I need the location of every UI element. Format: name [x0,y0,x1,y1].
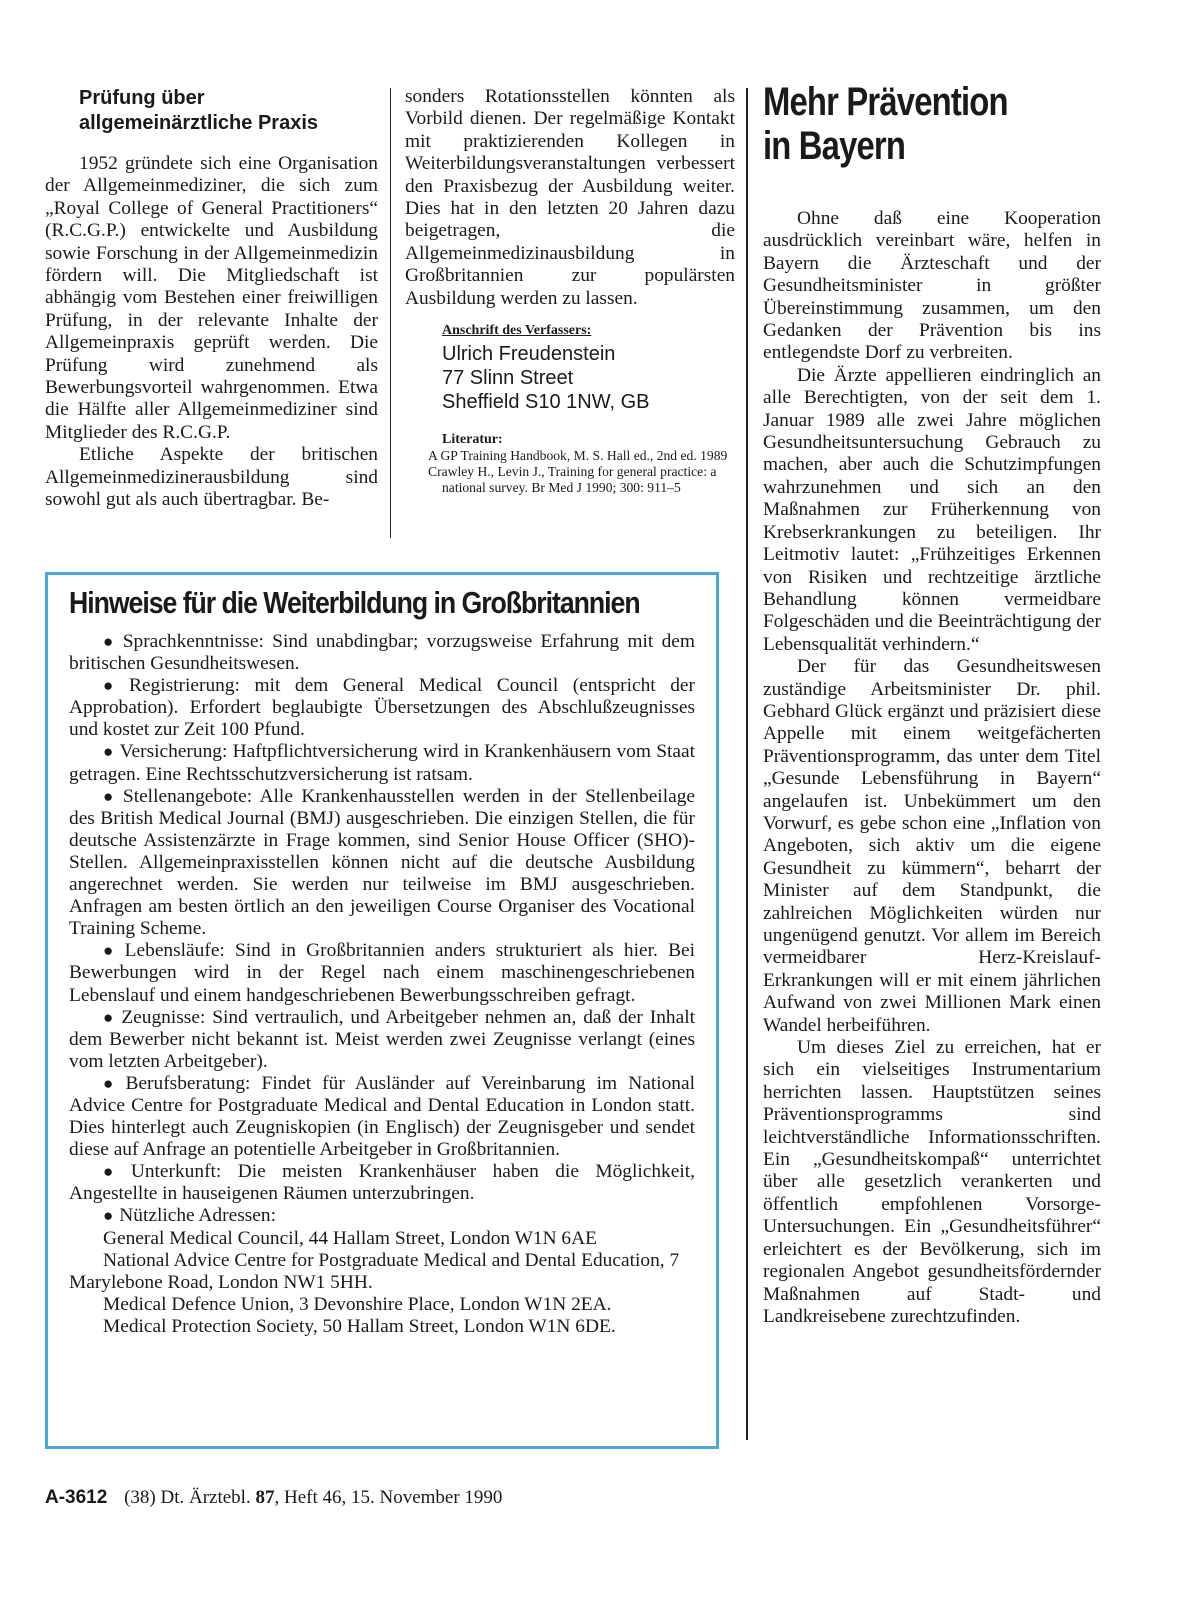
column-rule-right [746,88,748,1440]
citation-prefix: (38) Dt. Ärztebl. [124,1487,251,1508]
address-line-2: 77 Slinn Street [442,367,574,390]
bullet-icon: ● [103,676,123,696]
bullet-icon: ● [103,632,117,651]
column-rule-left [390,88,391,538]
literature-item-1: A GP Training Handbook, M. S. Hall ed., 2nd ed. 1989 [428,448,728,464]
left-heading-line2: allgemeinärztliche Praxis [79,112,319,134]
bullet-icon: ● [103,1162,125,1182]
middle-paragraph: sonders Rotationsstellen könnten als Vorbild dienen. Der regelmäßige Kontakt mit praktizierenden Kollegen in Weiterbildungsveranstaltungen verbessert den Praxisbezug der Ausbildung weiter. Dies hat in den letzten 20 Jahren dazu beigetragen, die Allgemeinmedizinausbildung in Großbritannien zur populärsten Ausbildung werden zu lassen. [405,86,735,309]
right-column [763,80,1101,1328]
left-paragraph-2: Etliche Aspekte der britischen Allgemeinmedizinerausbildung sind sowohl gut als auch übertragbar. Be- [45,444,378,511]
box-address-mps: Medical Protection Society, 50 Hallam Street, London W1N 6DE. [103,1315,616,1337]
box-item-adressen: ● Nützliche Adressen: [103,1205,276,1227]
info-box-title: Hinweise für die Weiterbildung in Großbritannien [69,585,640,620]
citation-suffix: , Heft 46, 15. November 1990 [274,1487,503,1508]
bullet-icon: ● [103,786,117,806]
left-column [45,86,378,512]
literature-list [405,448,735,496]
left-paragraph-1: 1952 gründete sich eine Organisation der Allgemeinmediziner, die sich zum „Royal College of General Practitioners“ (R.C.G.P.) entwickelte und Ausbildung sowie Forschung in der Allgemeinmedizin fördern will. Die Mitgliedschaft ist abhängig vom Bestehen einer freiwilligen Prüfung, in der relevante Inhalte der Allgemeinpraxis geprüft werden. Die Prüfung wird zunehmend als Bewerbungsvorteil wahrgenommen. Etwa die Hälfte aller Allgemeinmediziner sind Mitglieder des R.C.G.P. [45,153,378,443]
bullet-icon: ● [103,941,119,961]
author-address [405,323,735,448]
info-box-inner [69,585,695,1338]
right-paragraph-1: Ohne daß eine Kooperation ausdrücklich vereinbart wäre, helfen in Bayern die Ärzteschaft und der Gesundheitsminister in größter Übereinstimmung zusammen, um den Gedanken der Prävention bis ins entlegendste Dorf zu verbreiten. [763,208,1101,364]
box-item-unterkunft: ● Unterkunft: Die meisten Krankenhäuser haben die Möglichkeit, Angestellte in hauseigenen Räumen unterzubringen. [69,1161,695,1205]
middle-column [405,86,735,496]
right-title-line2: in Bayern [763,124,906,168]
box-item-lebenslaeufe: ● Lebensläufe: Sind in Großbritannien anders strukturiert als hier. Bei Bewerbungen wird in der Regel nach einem maschinengeschriebenen Lebenslauf und einem handgeschriebenen Bewerbungsschreiben gefragt. [69,940,695,1006]
right-title-line1: Mehr Prävention [763,80,1008,124]
address-line-1: Ulrich Freudenstein [442,343,616,366]
literature-label: Literatur: [442,432,503,448]
box-item-registrierung: ● Registrierung: mit dem General Medical Council (entspricht der Approbation). Erfordert beglaubigte Übersetzungen des Abschlußzeugnisses und kostet zur Zeit 100 Pfund. [69,675,695,741]
right-paragraph-3: Der für das Gesundheitswesen zuständige Arbeitsminister Dr. phil. Gebhard Glück ergänzt und präzisiert diese Appelle mit einem weitgefächerten Präventionsprogramm, das unter dem Titel „Gesunde Lebensführung in Bayern“ angelaufen ist. Unbekümmert um den Vorwurf, es gebe schon eine „Inflation von Angeboten, sich aktiv um die eigene Gesundheit zu kümmern“, beharrt der Minister auf dem Standpunkt, die zahlreichen Möglichkeiten würden nur ungenügend genutzt. Vor allem im Bereich vermeidbarer Herz-Kreislauf-Erkrankungen will er mit einem jährlichen Aufwand von zwei Millionen Mark einen Wandel herbeiführen. [763,656,1101,1036]
box-item-versicherung: ● Versicherung: Haftpflichtversicherung wird in Krankenhäusern vom Staat getragen. Eine Rechtsschutzversicherung ist ratsam. [69,741,695,785]
box-item-stellenangebote: ● Stellenangebote: Alle Krankenhausstellen werden in der Stellenbeilage des British Medical Journal (BMJ) ausgeschrieben. Die einzigen Stellen, die für deutsche Assistenzärzte in Frage kommen, sind Senior House Officer (SHO)-Stellen. Allgemeinpraxisstellen können nicht auf die deutsche Ausbildung angerechnet werden. Sie werden nur teilweise im BMJ ausgeschrieben. Anfragen am besten örtlich an den jeweiligen Course Organiser des Vocational Training Scheme. [69,785,695,940]
page-code: A-3612 [45,1487,108,1508]
box-item-zeugnisse: ● Zeugnisse: Sind vertraulich, und Arbeitgeber nehmen an, daß der Inhalt dem Bewerber nicht bekannt ist. Meist werden zwei Zeugnisse verlangt (eines vom letzten Arbeitgeber). [69,1006,695,1072]
box-address-nac: National Advice Centre for Postgraduate Medical and Dental Education, 7 Marylebone Road, London NW1 5HH. [69,1249,680,1293]
box-address-gmc: General Medical Council, 44 Hallam Street, London W1N 6AE [103,1227,597,1249]
right-paragraph-4: Um dieses Ziel zu erreichen, hat er sich ein vielseitiges Instrumentarium herrichten lassen. Hauptstützen seines Präventionsprogramms sind leichtverständliche Informationsschriften. Ein „Gesundheitskompaß“ unterrichtet über alle gesetzlich verankerten und öffentlich empfohlenen Vorsorge-Untersuchungen. Ein „Gesundheitsführer“ erleichtert es der Bevölkerung, sich im regionalen Angebot gesundheitsfördernder Maßnahmen auf Stadt- und Landkreisebene zurechtzufinden. [763,1037,1101,1327]
page-footer [45,1487,502,1509]
address-line-3: Sheffield S10 1NW, GB [442,391,650,414]
box-address-mdu: Medical Defence Union, 3 Devonshire Place, London W1N 2EA. [103,1293,612,1315]
bullet-icon: ● [103,1007,116,1027]
citation-volume: 87 [255,1487,275,1508]
address-label: Anschrift des Verfassers: [442,323,592,339]
box-item-berufsberatung: ● Berufsberatung: Findet für Ausländer auf Vereinbarung im National Advice Centre for Postgraduate Medical and Dental Education in London statt. Dies hinterlegt auch Zeugniskopien (in Englisch) der Zeugnisgeber und sendet diese auf Anfrage an potentielle Arbeitgeber in Großbritannien. [69,1072,695,1161]
right-paragraph-2: Die Ärzte appellieren eindringlich an alle Berechtigten, von der seit dem 1. Januar 1989 alle zwei Jahre möglichen Gesundheitsuntersuchung Gebrauch zu machen, aber auch die Schutzimpfungen wahrzunehmen und sich an den Maßnahmen zur Früherkennung von Krebserkrankungen zu beteiligen. Ihr Leitmotiv lautet: „Frühzeitiges Erkennen von Risiken und rechtzeitige ärztliche Behandlung können vermeidbare Folgeschäden und die Beeinträchtigung der Lebensqualität verhindern.“ [763,364,1101,655]
left-heading-line1: Prüfung über [79,87,205,109]
box-item-sprachkenntnisse: ● Sprachkenntnisse: Sind unabdingbar; vorzugsweise Erfahrung mit dem britischen Gesundheitswesen. [69,631,695,675]
info-box [45,572,719,1449]
bullet-icon: ● [103,1206,114,1226]
literature-item-2: Crawley H., Levin J., Training for general practice: a national survey. Br Med J 1990; 300: 911–5 [428,464,717,496]
bullet-icon: ● [103,1073,120,1093]
bullet-icon: ● [103,742,114,762]
